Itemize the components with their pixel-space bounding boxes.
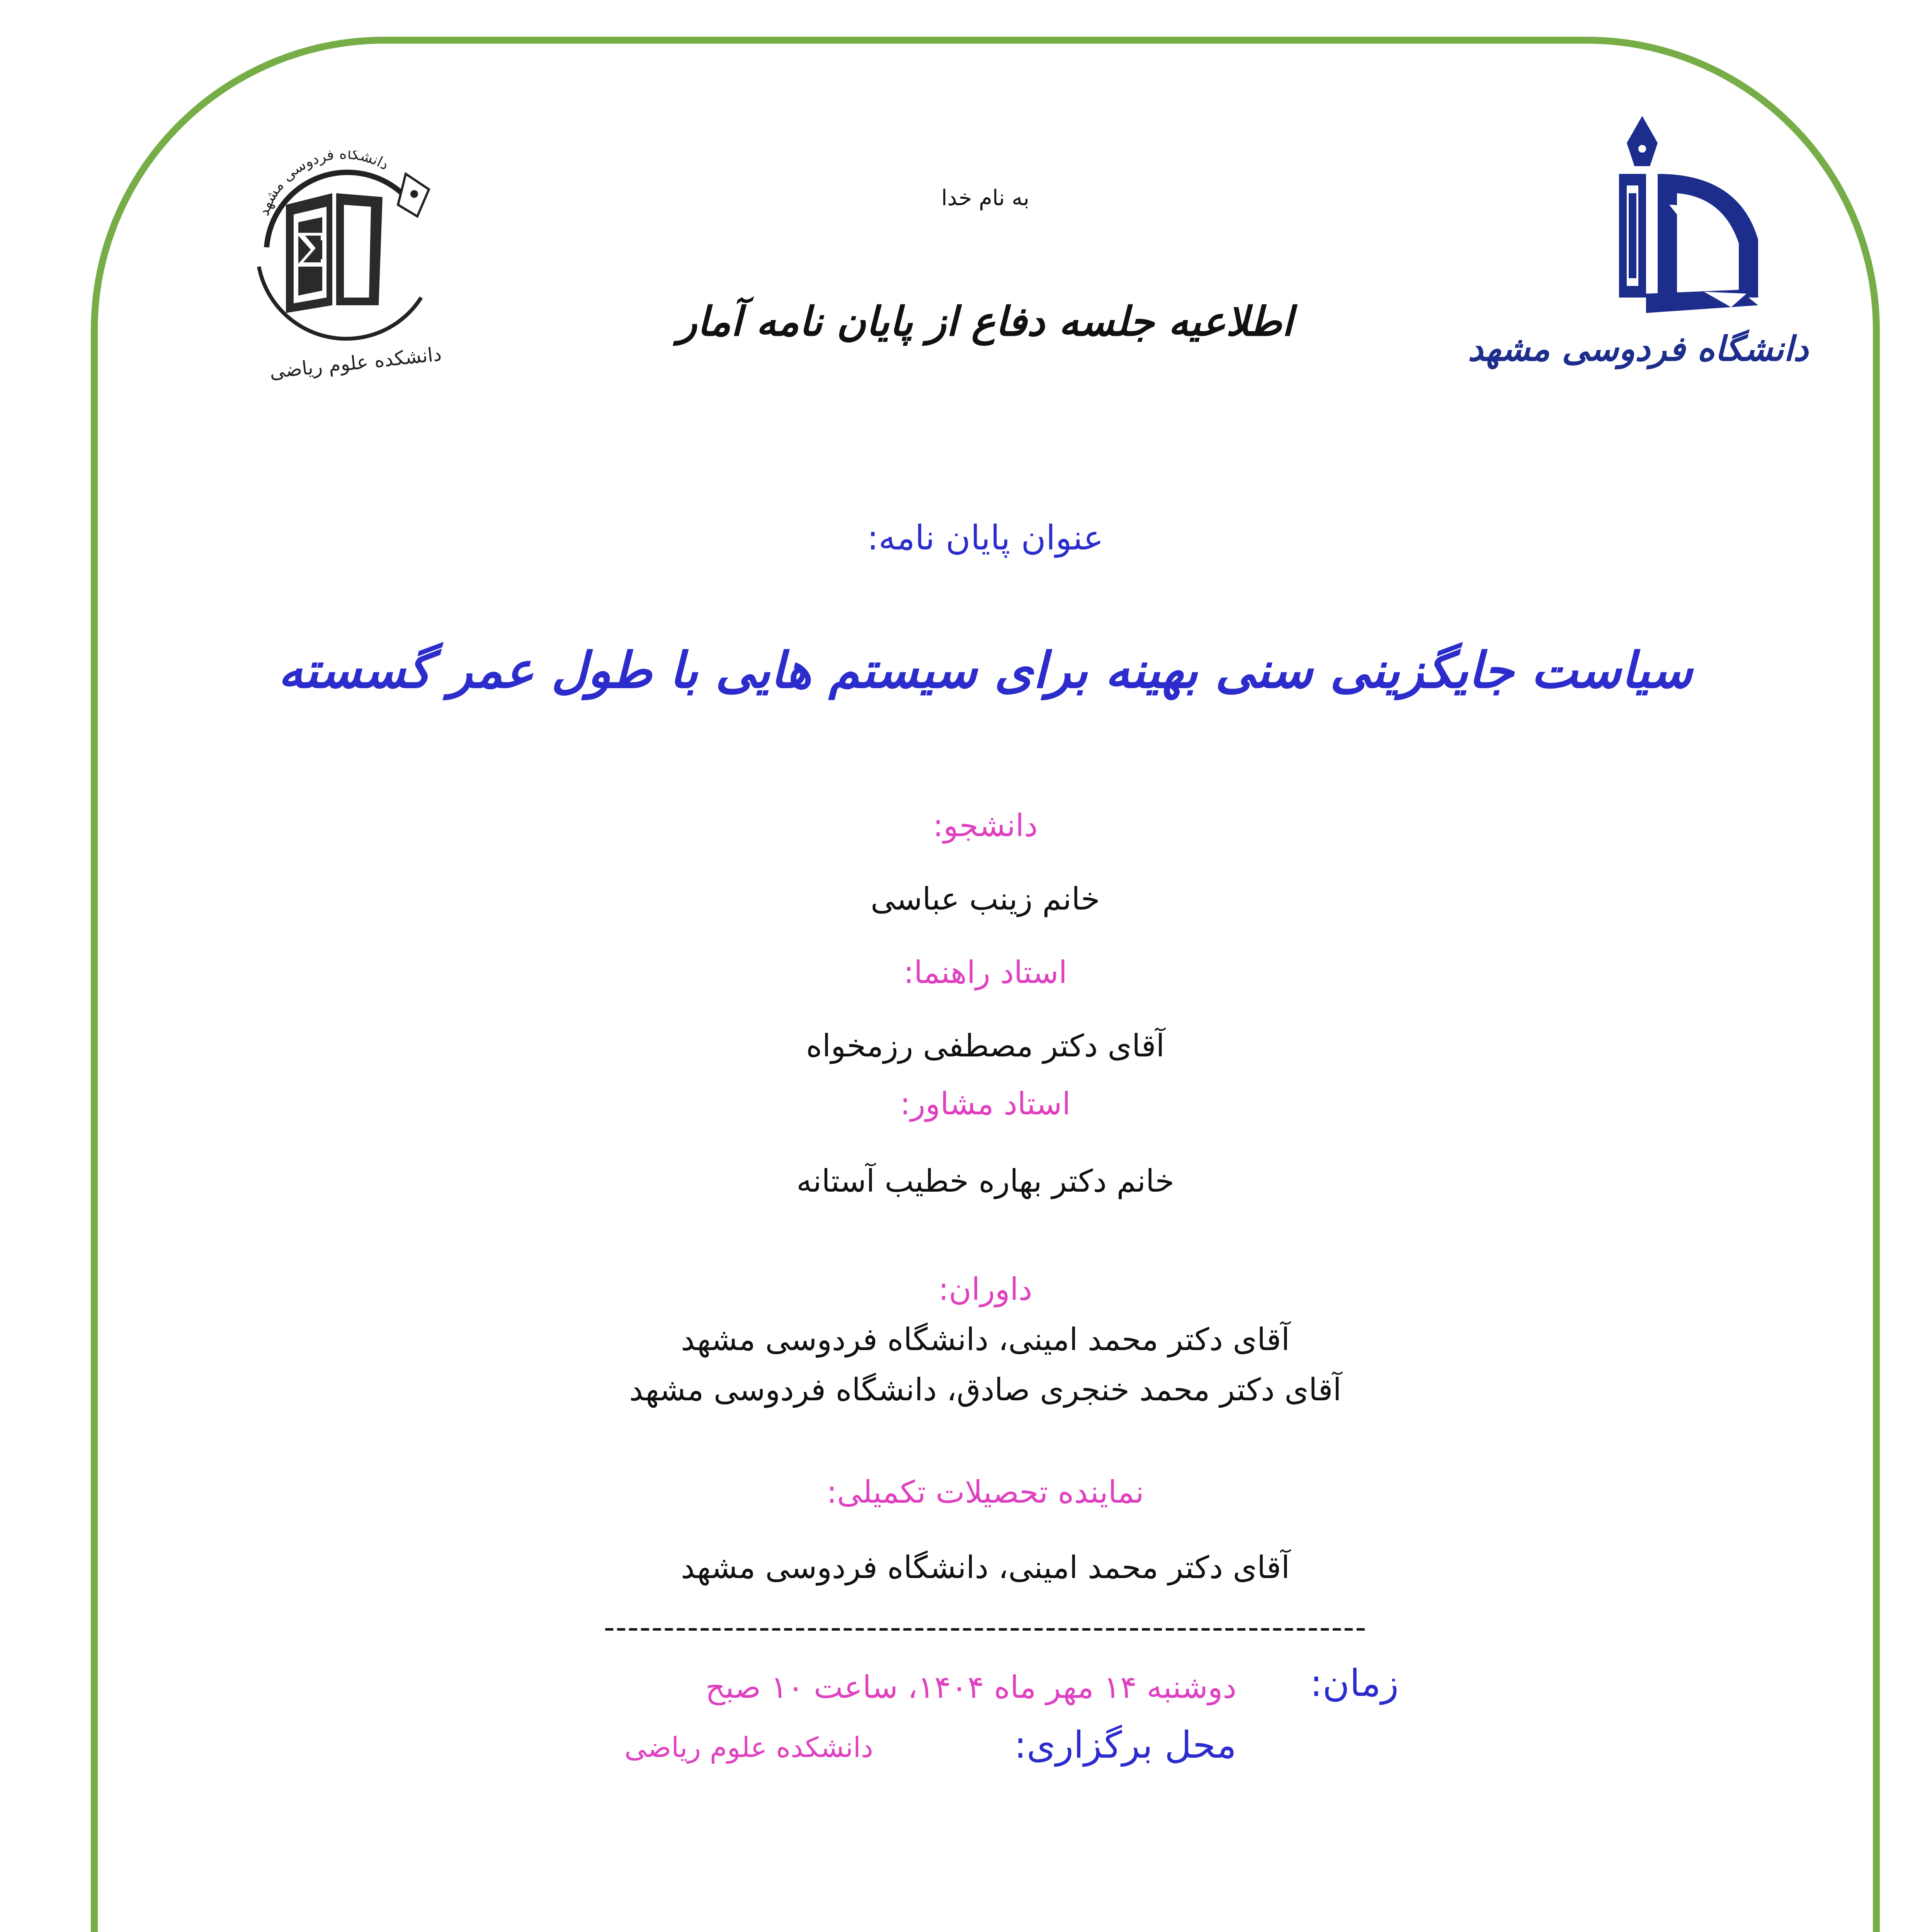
graduate-rep-label: نماینده تحصیلات تکمیلی:: [827, 1474, 1144, 1510]
math-faculty-caption: دانشکده علوم ریاضی: [268, 342, 443, 383]
basmala: به نام خدا: [941, 185, 1030, 211]
place-value: دانشکده علوم ریاضی: [624, 1731, 873, 1764]
supervisor-label: استاد راهنما:: [903, 954, 1067, 990]
time-value: دوشنبه ۱۴ مهر ماه ۱۴۰۴، ساعت ۱۰ صبح: [705, 1669, 1236, 1705]
thesis-title-label: عنوان پایان نامه:: [867, 518, 1104, 558]
referee-item: آقای دکتر محمد امینی، دانشگاه فردوسی مشهد: [680, 1321, 1290, 1357]
svg-text:Σ: Σ: [294, 224, 327, 278]
thesis-title: سیاست جایگزینی سنی بهینه برای سیستم هایی با طول عمر گسسته: [278, 641, 1693, 699]
place-label: محل برگزاری:: [1014, 1723, 1236, 1767]
ferdowsi-university-logo-icon: [1577, 112, 1808, 328]
ferdowsi-university-caption: دانشگاه فردوسی مشهد: [1468, 328, 1808, 369]
referees-label: داوران:: [938, 1271, 1032, 1307]
announcement-title: اطلاعیه جلسه دفاع از پایان نامه آمار: [677, 298, 1293, 345]
advisor-name: خانم دکتر بهاره خطیب آستانه: [796, 1163, 1174, 1199]
student-label: دانشجو:: [933, 808, 1038, 844]
supervisor-name: آقای دکتر مصطفی رزمخواه: [806, 1028, 1165, 1064]
referee-item: آقای دکتر محمد خنجری صادق، دانشگاه فردوسی مشهد: [629, 1372, 1342, 1408]
ferdowsi-university-logo: [1468, 112, 1808, 390]
math-faculty-arc-text: دانشگاه فردوسی مشهد: [255, 151, 392, 218]
time-label: زمان:: [1310, 1662, 1399, 1705]
separator-line: ----------------------------------------------------------------: [604, 1609, 1367, 1645]
graduate-rep-name: آقای دکتر محمد امینی، دانشگاه فردوسی مشهد: [680, 1549, 1290, 1585]
advisor-label: استاد مشاور:: [900, 1086, 1071, 1122]
student-name: خانم زینب عباسی: [871, 881, 1100, 917]
